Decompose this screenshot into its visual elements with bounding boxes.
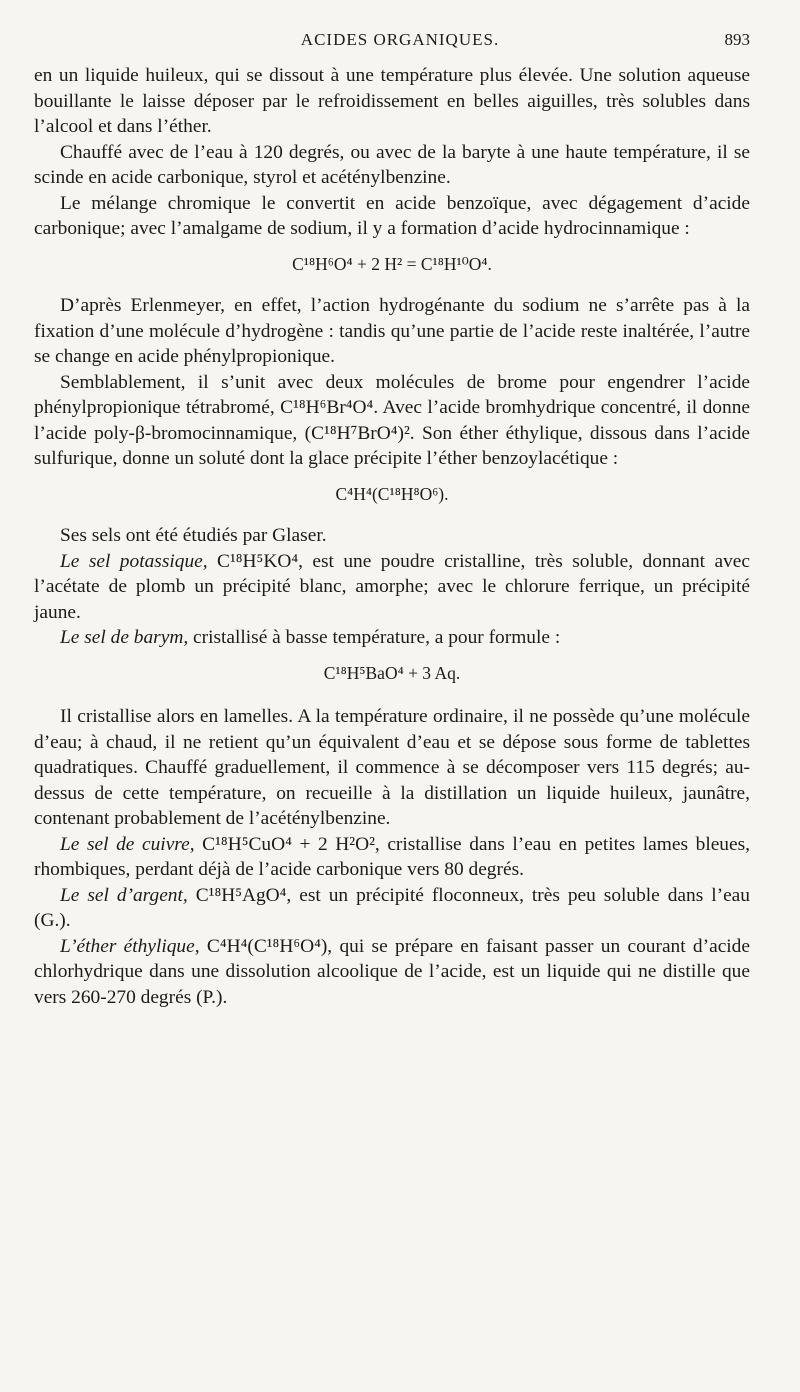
italic-term: Le sel d’argent, [60,884,188,906]
italic-term: Le sel de barym, [60,627,189,648]
paragraph [34,549,750,626]
italic-term: Le sel potassique, [60,550,208,572]
italic-term: Le sel de cuivre, [60,833,195,855]
running-title: ACIDES ORGANIQUES. [300,30,500,49]
paragraph: Ses sels ont été étudiés par Glaser. [60,525,327,546]
paragraph-text: C⁴H⁴(C¹⁸H⁶O⁴), qui se prépare en faisant passer un courant d’acide chlorhydrique dans une dissolution alcoolique de l’acide, est un liquide qui ne distille que vers 260-270 degrés (P.). [34,935,750,1008]
paragraph: Le mélange chromique le convertit en acide benzoïque, avec dégagement d’acide carbonique; avec l’amalgame de sodium, il y a formation d’acide hydrocinnamique : [34,192,750,239]
paragraph: Semblablement, il s’unit avec deux molécules de brome pour engendrer l’acide phénylpropionique tétrabromé, C¹⁸H⁶Br⁴O⁴. Avec l’acide bromhydrique concentré, il donne l’acide poly-β-bromocinnamique, (C¹⁸H⁷BrO⁴)². Son éther éthylique, dissous dans l’acide sulfurique, donne un soluté dont la glace précipite l’éther benzoylacétique : [34,371,750,469]
page-header [0,30,800,54]
paragraph-text: C¹⁸H⁵CuO⁴ + 2 H²O², cristallise dans l’eau en petites lames bleues, rhombiques, perdant déjà de l’acide carbonique vers 80 degrés. [34,833,751,880]
formula: C¹⁸H⁵BaO⁴ + 3 Aq. [323,662,461,683]
formula: C¹⁸H⁶O⁴ + 2 H² = C¹⁸H¹⁰O⁴. [292,253,492,274]
paragraph: Chauffé avec de l’eau à 120 degrés, ou avec de la baryte à une haute température, il se scinde en acide carbonique, styrol et acéténylbenzine. [34,141,750,188]
formula: C⁴H⁴(C¹⁸H⁸O⁶). [335,483,449,504]
paragraph [34,832,750,883]
paragraph-text: C¹⁸H⁵KO⁴, est une poudre cristalline, très soluble, donnant avec l’acétate de plomb un précipité blanc, amorphe; avec le chlorure ferrique, un précipité jaune. [34,550,750,623]
italic-term: L’éther éthylique, [60,935,200,957]
paragraph [34,934,750,1011]
paragraph [34,625,750,651]
paragraph-text: C¹⁸H⁵AgO⁴, est un précipité floconneux, très peu soluble dans l’eau (G.). [34,884,750,931]
paragraph [34,883,750,934]
paragraph: en un liquide huileux, qui se dissout à une température plus élevée. Une solution aqueuse bouillante le laisse déposer par le refroidissement en belles aiguilles, très solubles dans l’alcool et dans l’éther. [34,65,750,137]
paragraph: Il cristallise alors en lamelles. A la température ordinaire, il ne possède qu’une molécule d’eau; à chaud, il ne retient qu’un équivalent d’eau et se dépose sous forme de tablettes quadratiques. Chauffé graduellement, il commence à se décomposer vers 115 degrés; au-dessus de cette température, on recueille à la distillation un liquide huileux, jaunâtre, contenant probablement de l’acéténylbenzine. [34,706,750,829]
paragraph-text: cristallisé à basse température, a pour formule : [188,627,561,648]
paragraph: D’après Erlenmeyer, en effet, l’action hydrogénante du sodium ne s’arrête pas à la fixation d’une molécule d’hydrogène : tandis qu’une partie de l’acide reste inaltérée, l’autre se change en acide phénylpropionique. [34,295,750,367]
page-number: 893 [724,30,750,49]
page-body [34,63,750,1010]
